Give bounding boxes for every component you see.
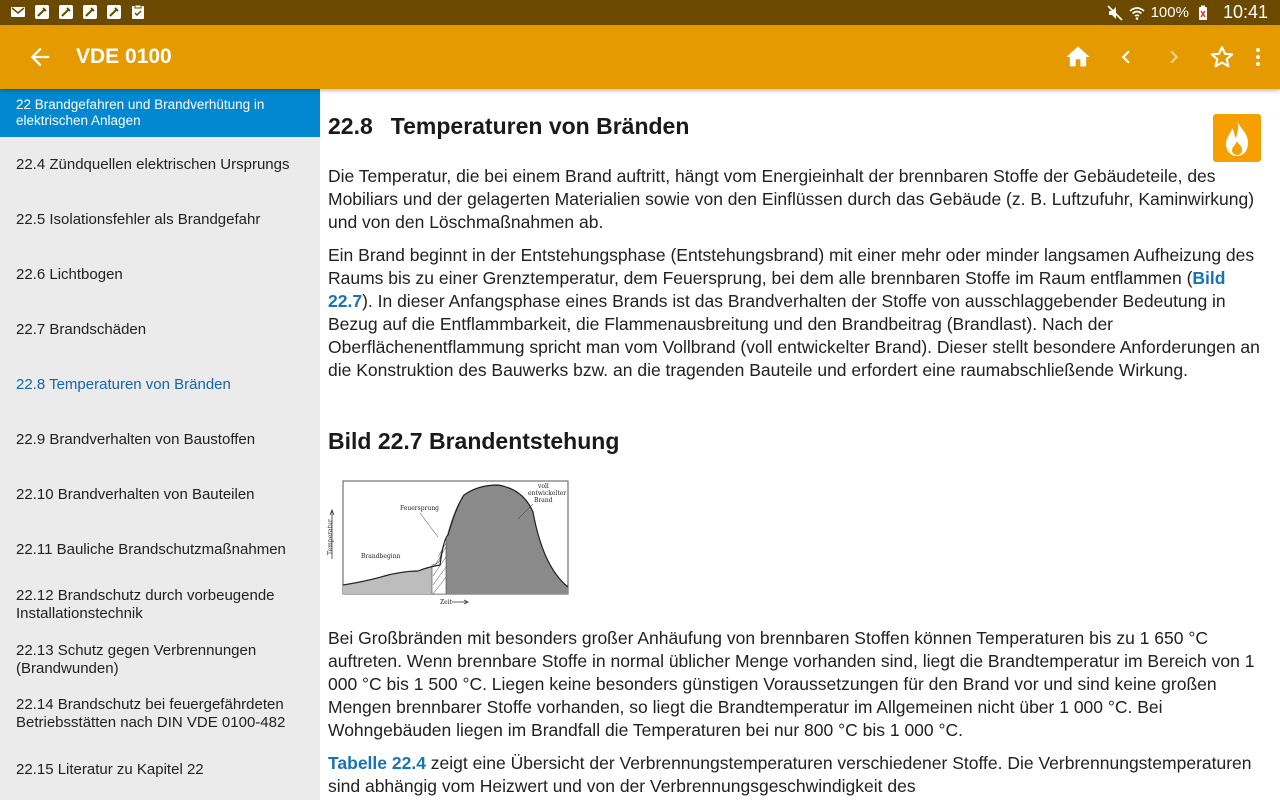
paragraph-2-text-a: Ein Brand beginnt in der Entstehungsphase (Entstehungsbrand) mit einer mehr oder minder langsamen Aufheizung des Raums bis zu einer Grenztemperatur, dem Feuersprung, bei dem alle brennbaren Stoffe im Raum entflammen ( — [328, 245, 1255, 288]
sidebar-item-22-13[interactable] — [0, 632, 320, 687]
sidebar-item-22-9[interactable] — [0, 412, 320, 467]
app-title: VDE 0100 — [76, 45, 172, 68]
sidebar-item-22-12[interactable] — [0, 577, 320, 632]
tool-icon — [82, 4, 98, 20]
section-number: 22.8 — [328, 113, 373, 139]
home-icon — [1064, 43, 1092, 71]
bookmark-button[interactable] — [1206, 41, 1238, 73]
paragraph-4-text: zeigt eine Übersicht der Verbrennungstemperaturen verschiedener Stoffe. Die Verbrennungstemperaturen sind abhängig vom Heizwert und von der Verbrennungsgeschwindigkeit des — [328, 753, 1252, 796]
back-arrow-icon[interactable] — [26, 43, 54, 71]
fire-category-badge[interactable] — [1213, 114, 1261, 162]
battery-icon — [1195, 5, 1211, 21]
clock: 10:41 — [1222, 2, 1268, 22]
sidebar-item-label: 22.9 Brandverhalten von Baustoffen — [16, 430, 256, 448]
sidebar-item-22-4[interactable] — [0, 137, 320, 192]
label-full-fire-3: Brand — [534, 497, 553, 504]
previous-button[interactable] — [1110, 41, 1142, 73]
sidebar-item-22-8[interactable] — [0, 357, 320, 412]
label-full-fire-1: voll — [538, 483, 549, 490]
status-bar — [0, 0, 1280, 25]
sidebar-item-label: 22.8 Temperaturen von Bränden — [16, 375, 231, 393]
sidebar-item-label: 22.6 Lichtbogen — [16, 265, 123, 283]
mail-icon — [10, 4, 26, 20]
paragraph-1: Die Temperatur, die bei einem Brand auftritt, hängt vom Energieinhalt der brennbaren Stoffe der Gebäudeteile, des Mobiliars und der gelagerten Materialien sowie von den Einflüssen durch das Gebäude (z. B. Luftzufuhr, Kaminwirkung) und von den Löschmaßnahmen ab. — [328, 166, 1255, 232]
sidebar-item-label: 22.7 Brandschäden — [16, 320, 147, 338]
sidebar-item-chapter-22[interactable] — [0, 89, 320, 137]
figure-link-bild-22-7[interactable]: Bild 22.7 — [328, 268, 1226, 311]
sidebar-item-label: 22.14 Brandschutz bei feuergefährdeten Betriebsstätten nach DIN VDE 0100-482 — [16, 696, 286, 731]
sidebar-item-22-7[interactable] — [0, 302, 320, 357]
sidebar-item-22-14[interactable] — [0, 687, 320, 742]
section-title-text: Temperaturen von Bränden — [390, 113, 690, 139]
battery-percent: 100% — [1150, 4, 1189, 21]
sidebar-item-22-11[interactable] — [0, 522, 320, 577]
sidebar-item-label: 22.13 Schutz gegen Verbrennungen (Brandwunden) — [16, 641, 257, 677]
label-feuersprung: Feuersprung — [400, 505, 440, 512]
clipboard-icon — [130, 4, 146, 20]
app-bar — [0, 25, 1280, 89]
paragraph-2-text-b: ). In dieser Anfangsphase eines Brands ist das Brandverhalten der Stoffe von ausschlaggebender Bedeutung in Bezug auf die Entflammbarkeit, die Flammenausbreitung und den Brandbeitrag (Brandlast). Nach der Oberflächenentflammung spricht man vom Vollbrand (voll entwickelter Brand). Dieser stellt besondere Anforderungen an die Konstruktion des Bauwerks bzw. an die tragenden Bauteile und erfordert eine raumabschließende Wirkung. — [328, 291, 1260, 380]
overflow-menu-button[interactable] — [1248, 41, 1268, 73]
sidebar-item-label: 22.12 Brandschutz durch vorbeugende Installationstechnik — [16, 586, 275, 622]
next-button[interactable] — [1158, 41, 1190, 73]
article-content — [320, 89, 1280, 800]
sidebar-item-label: 22 Brandgefahren und Brandverhütung in elektrischen Anlagen — [16, 97, 265, 128]
tool-icon — [34, 4, 50, 20]
wifi-icon — [1129, 5, 1145, 21]
sidebar-item-label: 22.11 Bauliche Brandschutzmaßnahmen — [16, 540, 286, 558]
toc-sidebar — [0, 89, 320, 800]
paragraph-4 — [328, 752, 1274, 798]
label-full-fire-2: entwickelter — [528, 490, 567, 497]
flame-icon — [1221, 119, 1253, 157]
label-brandbeginn: Brandbeginn — [361, 553, 401, 560]
chevron-right-icon — [1161, 44, 1187, 70]
more-vert-icon — [1255, 47, 1261, 67]
tool-icon — [58, 4, 74, 20]
paragraph-2 — [328, 244, 1274, 382]
paragraph-3: Bei Großbränden mit besonders großer Anhäufung von brennbaren Stoffen können Temperaturen bis zu 1 650 °C auftreten. Wenn brennbare Stoffe in normal üblicher Menge vorhanden sind, liegt die Brandtemperatur im Bereich von 1 000 °C bis 1 500 °C. Liegen keine besonders günstigen Voraussetzungen für den Brand vor und sind keine großen Mengen brennbarer Stoffe vorhanden, so liegt die Brandtemperatur im Allgemeinen nicht über 1 000 °C. Bei Wohngebäuden liegen im Brandfall die Temperaturen bei nur 800 °C bis 1 000 °C. — [328, 628, 1255, 740]
section-title — [328, 113, 689, 140]
mute-icon — [1107, 5, 1123, 21]
sidebar-item-label: 22.5 Isolationsfehler als Brandgefahr — [16, 210, 261, 228]
star-outline-icon — [1208, 43, 1236, 71]
y-axis-label: Temperatur — [327, 519, 334, 555]
sidebar-item-22-10[interactable] — [0, 467, 320, 522]
sidebar-item-22-5[interactable] — [0, 192, 320, 247]
home-button[interactable] — [1062, 41, 1094, 73]
x-axis-label: Zeit — [440, 599, 453, 606]
sidebar-item-22-6[interactable] — [0, 247, 320, 302]
x-axis-arrow — [452, 600, 468, 604]
figure-title: Bild 22.7 Brandentstehung — [328, 428, 620, 454]
sidebar-item-22-15[interactable] — [0, 742, 320, 797]
sidebar-item-label: 22.10 Brandverhalten von Bauteilen — [16, 485, 255, 503]
sidebar-item-label: 22.4 Zündquellen elektrischen Ursprungs — [16, 155, 290, 173]
chevron-left-icon — [1113, 44, 1139, 70]
sidebar-item-label: 22.15 Literatur zu Kapitel 22 — [16, 760, 204, 778]
table-link-tabelle-22-4[interactable]: Tabelle 22.4 — [328, 753, 426, 773]
tool-icon — [106, 4, 122, 20]
fire-development-figure[interactable] — [328, 477, 572, 611]
